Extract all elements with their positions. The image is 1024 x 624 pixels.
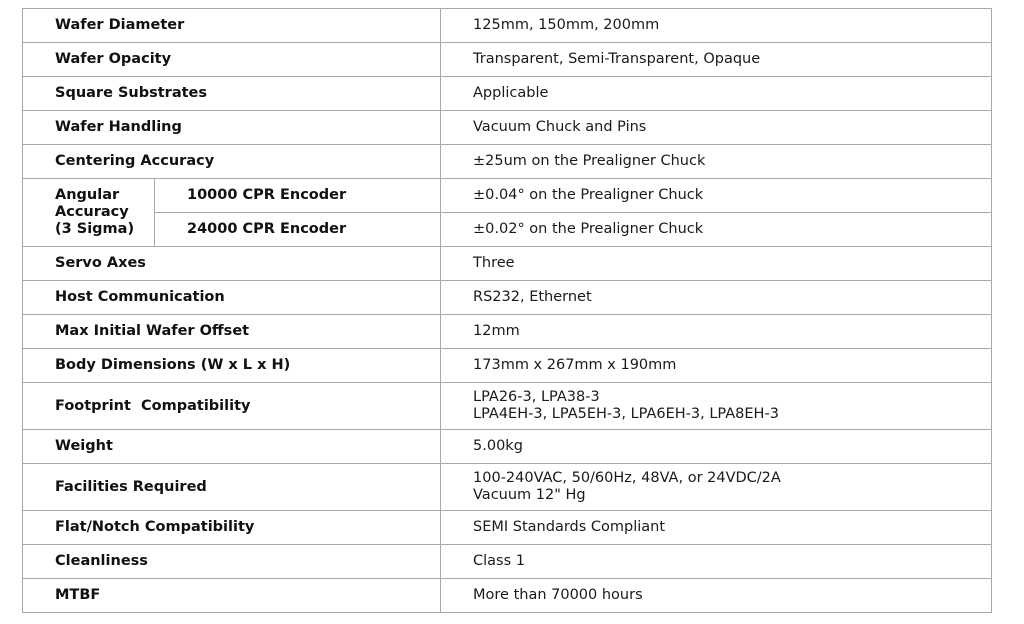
spec-label: Footprint Compatibility: [23, 383, 441, 430]
spec-label: Max Initial Wafer Offset: [23, 315, 441, 349]
table-row: [23, 43, 992, 77]
spec-label: Flat/Notch Compatibility: [23, 511, 441, 545]
table-row: [23, 430, 992, 464]
spec-group-label-line: Accuracy: [55, 204, 129, 220]
table-row: [23, 315, 992, 349]
table-row: [23, 9, 992, 43]
spec-label: Weight: [23, 430, 441, 464]
spec-value: ±0.04° on the Prealigner Chuck: [441, 179, 992, 213]
table-row: [23, 383, 992, 430]
spec-value: More than 70000 hours: [441, 579, 992, 613]
spec-label: Square Substrates: [23, 77, 441, 111]
table-row: [23, 145, 992, 179]
spec-sub-label: 10000 CPR Encoder: [155, 179, 441, 213]
spec-value: [441, 464, 992, 511]
spec-value: Transparent, Semi-Transparent, Opaque: [441, 43, 992, 77]
spec-value-line: LPA26-3, LPA38-3: [473, 389, 600, 405]
spec-value-line: 100-240VAC, 50/60Hz, 48VA, or 24VDC/2A: [473, 470, 781, 486]
table-row: [23, 464, 992, 511]
spec-value: SEMI Standards Compliant: [441, 511, 992, 545]
spec-label: Centering Accuracy: [23, 145, 441, 179]
spec-label: Host Communication: [23, 281, 441, 315]
spec-label: Wafer Diameter: [23, 9, 441, 43]
spec-value: 173mm x 267mm x 190mm: [441, 349, 992, 383]
spec-label: Body Dimensions (W x L x H): [23, 349, 441, 383]
specifications-table: [22, 8, 992, 613]
spec-value: 5.00kg: [441, 430, 992, 464]
spec-value: Three: [441, 247, 992, 281]
spec-label: Wafer Opacity: [23, 43, 441, 77]
spec-value: ±25um on the Prealigner Chuck: [441, 145, 992, 179]
spec-group-label-line: (3 Sigma): [55, 221, 135, 237]
spec-label: Servo Axes: [23, 247, 441, 281]
spec-value-line: LPA4EH-3, LPA5EH-3, LPA6EH-3, LPA8EH-3: [473, 406, 779, 422]
spec-sub-label: 24000 CPR Encoder: [155, 213, 441, 247]
table-row: [23, 111, 992, 145]
spec-value-line: Vacuum 12" Hg: [473, 487, 586, 503]
table-row: [23, 349, 992, 383]
spec-value: Applicable: [441, 77, 992, 111]
spec-value: 12mm: [441, 315, 992, 349]
spec-value: ±0.02° on the Prealigner Chuck: [441, 213, 992, 247]
table-row: [23, 179, 992, 213]
spec-value: 125mm, 150mm, 200mm: [441, 9, 992, 43]
spec-value: [441, 383, 992, 430]
spec-value: Vacuum Chuck and Pins: [441, 111, 992, 145]
table-row: [23, 511, 992, 545]
spec-group-label: [23, 179, 155, 247]
spec-label: Cleanliness: [23, 545, 441, 579]
table-row: [23, 579, 992, 613]
spec-label: MTBF: [23, 579, 441, 613]
spec-value: RS232, Ethernet: [441, 281, 992, 315]
spec-group-label-line: Angular: [55, 187, 120, 203]
spec-label: Wafer Handling: [23, 111, 441, 145]
table-row: [23, 77, 992, 111]
spec-label: Facilities Required: [23, 464, 441, 511]
spec-value: Class 1: [441, 545, 992, 579]
table-row: [23, 247, 992, 281]
table-row: [23, 281, 992, 315]
table-row: [23, 213, 992, 247]
table-row: [23, 545, 992, 579]
